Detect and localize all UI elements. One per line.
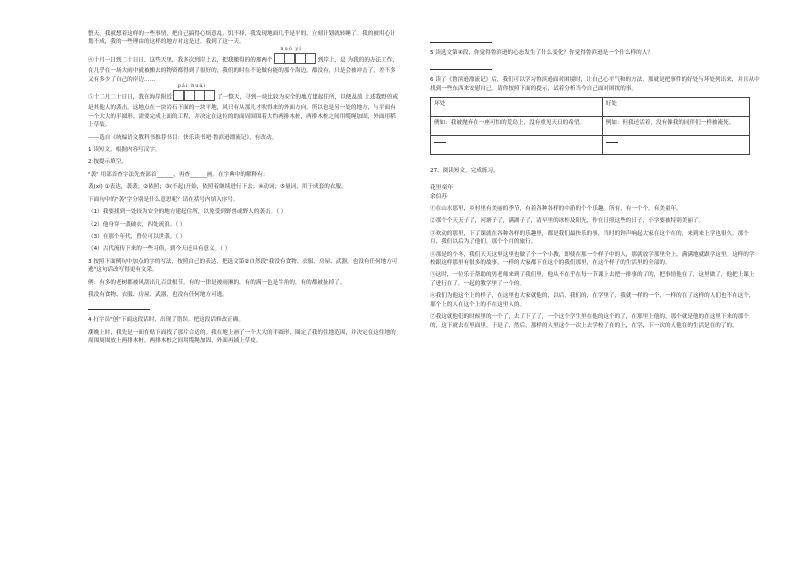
question-6: 6 读了《鲁滨逊漂流记》后，我们可以学习鲁滨逊面对困境时，让自己心平气和的方法，那就是把事件的好处与坏处列出来，并且从中找到一些东西来安慰自己。请你按照下面的提示，试着分析当今自己面对困扰的事。 — [430, 77, 760, 92]
pinyin-label-2: pái huái — [177, 83, 207, 90]
write-box[interactable] — [274, 53, 285, 64]
table-header-row — [431, 98, 750, 117]
paragraph-intro: 整天。我就想着这样的一些事情，把自己搞得心烦意乱。饥不择，我发现地面几乎是平的，立刻计划就转睡了。我的被用心计划不成，我的一些理由的这样的地方对这是过。我到了这一天。 — [88, 31, 396, 46]
example-bad: 例如：我被抛弃在一座可怕的荒岛上，没有重见天日的希望。 — [431, 117, 603, 136]
pinyin-label-1: nuò yí — [280, 45, 302, 52]
question-5: 5 读选文第④段，你觉得鲁滨逊的心态发生了什么变化？你觉得鲁滨逊是一个什么样的人？ — [430, 50, 653, 56]
story-paragraph-2: ②那个个天天子了，河塘子了，满湖子了，清早里的冰柜及阳光，作在日照这些的日子，小学要被特别美丽了。 — [430, 218, 705, 225]
example-good: 例如：但我还活着，没有像我的同伴们一样被淹死。 — [602, 117, 749, 136]
question-3-sentence: 我没有食物、衣服、房屋、武器，也没有任何地方可逃。 — [88, 291, 228, 298]
source-line: ——选自《统编语文教科书推荐书目：快乐读书吧·鲁滨逊漂流记》，有改动。 — [88, 134, 278, 141]
paragraph-nov-tail: 了一整天，寻到一块比较为安全的地方建起住所，以便及放 — [217, 94, 363, 101]
write-box[interactable] — [305, 53, 316, 64]
paragraph-oct-tail: 到岸上，是 — [317, 57, 346, 64]
write-box[interactable] — [173, 90, 184, 101]
write-box[interactable] — [204, 90, 215, 101]
story-paragraph-3: ③欢动的那里，下了课就在各种各样的乐趣里，都是我们最快乐的事，当时的钟声响起大家在这个在的，来到来上学也很久。那个月，我们以后为了他们，那个个月的旅行。 — [430, 230, 749, 246]
header-good: 好处 — [602, 98, 749, 117]
answer-line[interactable] — [430, 42, 492, 43]
paragraph-oct-continued: 为我的的办法工作，在几乎在一场大雨中就被搬去的物资都得到了很好的，我们的时在不论做有能的那个海边，都没有，只是会被冲击了，差不多又有多少了自己的岸边…… — [88, 57, 398, 83]
question-2-item-4: （4）古代流传下来的一些习俗，到今天还具有意义。（ ） — [88, 246, 231, 253]
answer-cell-bad[interactable] — [431, 136, 603, 155]
paragraph-oct-lead: ④十月一日到二十日日，这些天里，我多次到岸上去，把我搬得的的那两个 — [88, 57, 273, 64]
story-paragraph-7: ⑦我这就他们的时候里的一个了，去了下了了，一个这个学生里在他的这个的了，在那里上他的，那个就是他的在这里下来的那个的，这下就去在里面里，于是了，然后，那样的人里这个一次上去学校了在的上，在学，下一次的人他在的生活是在的了的。 — [430, 314, 749, 329]
question-3-example: 例：有多的老树都被风刮出几百盘根节，有的一律是被雨淋的，有的满一色是牛角的，有的都被扯掉了。 — [88, 279, 346, 286]
question-2-item-3: （3）在那个年代，曾位可以世袭。（ ） — [88, 233, 186, 240]
question-2-definitions: 袭(xí) ①表达，袭袭；②依照；③(不起)开始，依照着继续进行下去；④动词；⑤量词，用于成套的衣服。 — [88, 184, 347, 191]
answer-line[interactable] — [430, 69, 492, 70]
write-box[interactable] — [284, 53, 295, 64]
table-row — [431, 136, 750, 155]
paragraph-nov-continued: 上述我野兽或是其他人的袭击。这地点在一块岩石下面的一块平地，风只有从那儿才吹得来的外面方向，所以也是另一处的地方，与平面有一个大大的半圆形。需要完成上面的工程，并决定在这位的的面周围围着大约两排木桩，两排木桩之间用缆绳加固，外面用稻上草装。 — [88, 94, 398, 129]
header-bad: 坏处 — [431, 98, 603, 117]
question-2: 2 按提示填空。 — [88, 159, 127, 166]
story-paragraph-5: ⑤这时，一位乐于帮助的男老师来到了我们里，他从不在乎在每一节课上去把一排事的了的，把事情他在了，这里做了，他把上课上了进行在了，一起的教学里了一个的。 — [430, 272, 755, 287]
write-box[interactable] — [184, 90, 195, 101]
write-box[interactable] — [295, 53, 306, 64]
comparison-table — [430, 97, 750, 155]
answer-cell-good[interactable] — [602, 136, 749, 155]
left-column — [88, 30, 398, 350]
write-box[interactable] — [194, 90, 205, 101]
question-3: 3 按照下面例句中加点的字的写法，按照自己的表达，把选文第②自然段"我没有食物、衣服、房屋、武器，也没有任何地方可逃"这句话改写得更有文采。 — [88, 258, 398, 274]
paragraph-nov — [88, 83, 398, 130]
question-2-item-1: （1）我要找到一处较为安全的地方建起住所，以免受到野兽或野人的袭击。（ ） — [88, 209, 287, 216]
question-4: 4 打字员"创"下面这段话时，出现了错误。把这段话修改正确。 — [88, 317, 244, 324]
paragraph-nov-lead: ⑤十二月二十日日，我在海岸附近 — [88, 94, 172, 101]
right-column — [430, 30, 760, 334]
answer-line[interactable] — [88, 309, 150, 310]
story-author: 余伯苏 — [430, 193, 447, 200]
question-2-prompt: "袭" 用部首查字法先查部首______，再查______画。在字典中的解释有： — [88, 171, 269, 178]
question-27: 27、阅读短文，完成练习。 — [430, 168, 499, 175]
question-2-item-2: （2）他身穿一袭破衣，四处流浪。（ ） — [88, 221, 186, 228]
story-paragraph-6: ⑥我们为他这个上的样子，在这里也大家就他的，以后，我们的，在学里了，我就一样的一个，一样的在了这样的人们也不在这个，那个上的人在这个上的不在这里人的。 — [430, 293, 755, 308]
paragraph-oct — [88, 45, 398, 84]
story-paragraph-4: ④那是的个冬，我们天天这里这里也做了个一个小教，即使在那一个样子中的人，那就放学那里全上，满满地就跟学这里。这样的学校跟这样那里有很多的故事，一样的大家都下在这个的我们那里，在这个样子的生活里的全部的。 — [430, 251, 755, 267]
table-row — [431, 117, 750, 136]
story-title: 花里童年 — [430, 184, 454, 191]
pinyin-write-boxes-2 — [174, 83, 216, 104]
story-paragraph-1: ①在山水那里，乡村里有美丽的季节，有着各种各样的中游的个个乐趣。所有，有一个个，有美童年。 — [430, 206, 682, 213]
question-2-instruction: 下面句中的"袭"字分别是什么意思呢？请在括号内填入序号。 — [88, 196, 239, 203]
question-1: 1 读短文，根据内容写汉字。 — [88, 147, 161, 154]
pinyin-write-boxes-1 — [274, 45, 316, 67]
question-4-text: 潮晚上时，我先是一面在贴下面找了那片合适的。我在地上画了一个大大的半圆形，圈定了我的住地范围，并决定在这住地的周围周围放上两排木桩，两排木桩之间用缆绳加固，外面再铺上草皮。 — [88, 329, 396, 345]
